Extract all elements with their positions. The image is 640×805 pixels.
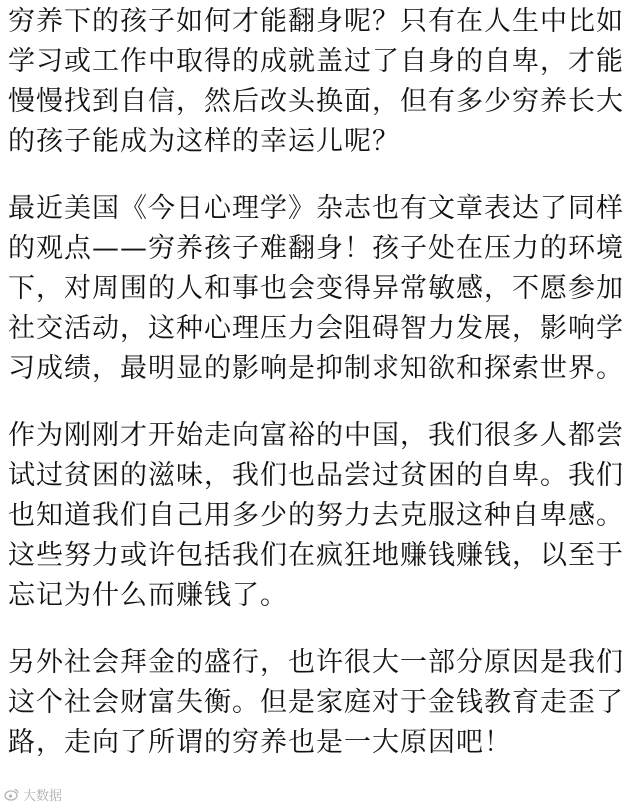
paragraph-1 — [8, 2, 636, 162]
text-line: 也知道我们自己用多少的努力去克服这种自卑感。 — [8, 500, 624, 531]
paragraph-3 — [8, 416, 636, 616]
text-line: 试过贫困的滋味，我们也品尝过贫困的自卑。我们 — [8, 460, 624, 491]
text-line: 另外社会拜金的盛行，也许很大一部分原因是我们 — [8, 647, 624, 678]
text-line: 慢慢找到自信，然后改头换面，但有多少穷养长大 — [8, 86, 624, 117]
paragraph-4 — [8, 643, 636, 763]
text-line: 路，走向了所谓的穷养也是一大原因吧！ — [8, 727, 512, 758]
watermark-text: 大数据 — [23, 788, 63, 804]
text-line: 这些努力或许包括我们在疯狂地赚钱赚钱，以至于 — [8, 540, 624, 571]
text-line: 习成绩，最明显的影响是抑制求知欲和探索世界。 — [8, 353, 624, 384]
weibo-logo-icon — [4, 786, 20, 802]
text-line: 这个社会财富失衡。但是家庭对于金钱教育走歪了 — [8, 687, 624, 718]
text-line: 的孩子能成为这样的幸运儿呢？ — [8, 126, 400, 157]
text-line: 下，对周围的人和事也会变得异常敏感，不愿参加 — [8, 273, 624, 304]
paragraph-2 — [8, 189, 636, 389]
text-line: 作为刚刚才开始走向富裕的中国，我们很多人都尝 — [8, 420, 624, 451]
text-line: 最近美国《今日心理学》杂志也有文章表达了同样 — [8, 193, 624, 224]
text-line: 的观点——穷养孩子难翻身！孩子处在压力的环境 — [8, 233, 624, 264]
watermark — [4, 783, 62, 805]
article-body — [8, 2, 636, 790]
text-line: 穷养下的孩子如何才能翻身呢？只有在人生中比如 — [8, 6, 624, 37]
text-line: 忘记为什么而赚钱了。 — [8, 580, 288, 611]
text-line: 社交活动，这种心理压力会阻碍智力发展，影响学 — [8, 313, 624, 344]
text-line: 学习或工作中取得的成就盖过了自身的自卑，才能 — [8, 46, 624, 77]
